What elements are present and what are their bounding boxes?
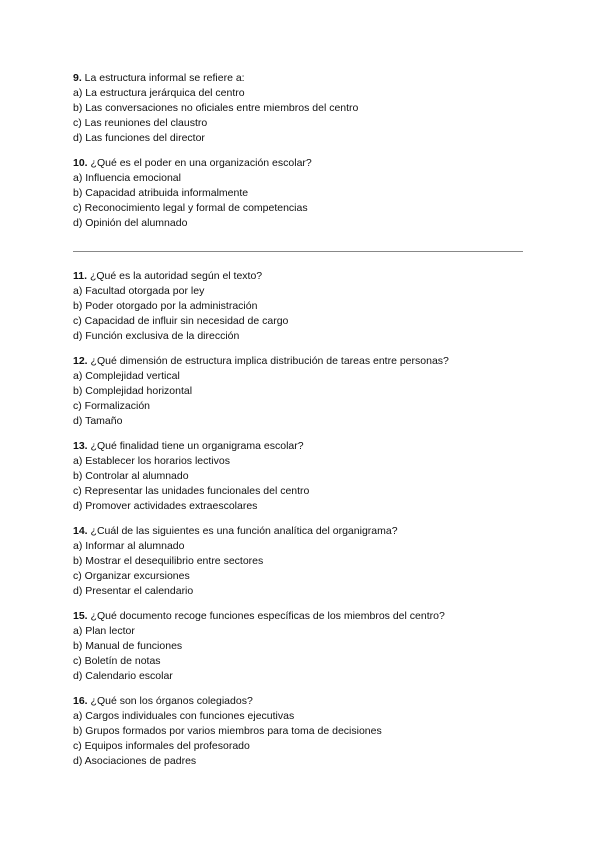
question-stem [73, 694, 543, 709]
option-b: b) Controlar al alumnado [73, 470, 189, 482]
option-a: a) Complejidad vertical [73, 370, 180, 382]
option-a: a) Plan lector [73, 625, 135, 637]
option-b: b) Grupos formados por varios miembros para toma de decisiones [73, 725, 382, 737]
option-b: b) Complejidad horizontal [73, 385, 193, 397]
question-stem [73, 439, 543, 454]
question-text: ¿Qué es la autoridad según el texto? [87, 270, 263, 282]
option-c: c) Reconocimiento legal y formal de competencias [73, 202, 308, 214]
option-b: b) Las conversaciones no oficiales entre miembros del centro [73, 102, 359, 114]
question-11 [73, 269, 543, 344]
question-stem [73, 354, 543, 369]
question-number: 13. [73, 440, 88, 452]
question-stem [73, 156, 543, 171]
question-text: ¿Qué finalidad tiene un organigrama escolar? [87, 440, 304, 452]
option-b: b) Mostrar el desequilibrio entre sectores [73, 555, 264, 567]
question-stem [73, 71, 543, 86]
question-stem [73, 524, 543, 539]
option-d: d) Las funciones del director [73, 132, 205, 144]
question-13 [73, 439, 543, 514]
option-d: d) Función exclusiva de la dirección [73, 330, 240, 342]
question-stem [73, 609, 543, 624]
question-12 [73, 354, 543, 429]
option-c: c) Representar las unidades funcionales del centro [73, 485, 310, 497]
option-c: c) Formalización [73, 400, 151, 412]
question-number: 14. [73, 525, 88, 537]
option-c: c) Las reuniones del claustro [73, 117, 208, 129]
option-a: a) Influencia emocional [73, 172, 181, 184]
option-c: c) Organizar excursiones [73, 570, 190, 582]
option-c: c) Capacidad de influir sin necesidad de cargo [73, 315, 289, 327]
option-d: d) Opinión del alumnado [73, 217, 188, 229]
option-c: c) Equipos informales del profesorado [73, 740, 250, 752]
question-number: 16. [73, 695, 88, 707]
option-a: a) Cargos individuales con funciones ejecutivas [73, 710, 295, 722]
option-c: c) Boletín de notas [73, 655, 161, 667]
question-text: ¿Qué son los órganos colegiados? [87, 695, 253, 707]
option-d: d) Promover actividades extraescolares [73, 500, 258, 512]
question-number: 12. [73, 355, 88, 367]
option-a: a) La estructura jerárquica del centro [73, 87, 245, 99]
question-stem [73, 269, 543, 284]
question-9 [73, 71, 543, 146]
question-14 [73, 524, 543, 599]
option-a: a) Informar al alumnado [73, 540, 185, 552]
option-d: d) Asociaciones de padres [73, 755, 197, 767]
option-b: b) Manual de funciones [73, 640, 183, 652]
option-a: a) Facultad otorgada por ley [73, 285, 205, 297]
question-number: 10. [73, 157, 88, 169]
question-number: 15. [73, 610, 88, 622]
option-a: a) Establecer los horarios lectivos [73, 455, 230, 467]
option-d: d) Presentar el calendario [73, 585, 194, 597]
question-number: 9. [73, 72, 82, 84]
question-number: 11. [73, 270, 88, 282]
option-d: d) Calendario escolar [73, 670, 173, 682]
option-b: b) Poder otorgado por la administración [73, 300, 258, 312]
question-10 [73, 156, 543, 231]
section-divider [73, 251, 523, 252]
question-text: ¿Cuál de las siguientes es una función analítica del organigrama? [87, 525, 398, 537]
question-text: ¿Qué documento recoge funciones específicas de los miembros del centro? [87, 610, 445, 622]
option-b: b) Capacidad atribuida informalmente [73, 187, 249, 199]
option-d: d) Tamaño [73, 415, 123, 427]
question-text: ¿Qué es el poder en una organización escolar? [87, 157, 312, 169]
question-text: ¿Qué dimensión de estructura implica distribución de tareas entre personas? [87, 355, 449, 367]
question-text: La estructura informal se refiere a: [81, 72, 245, 84]
question-16 [73, 694, 543, 769]
question-15 [73, 609, 543, 684]
